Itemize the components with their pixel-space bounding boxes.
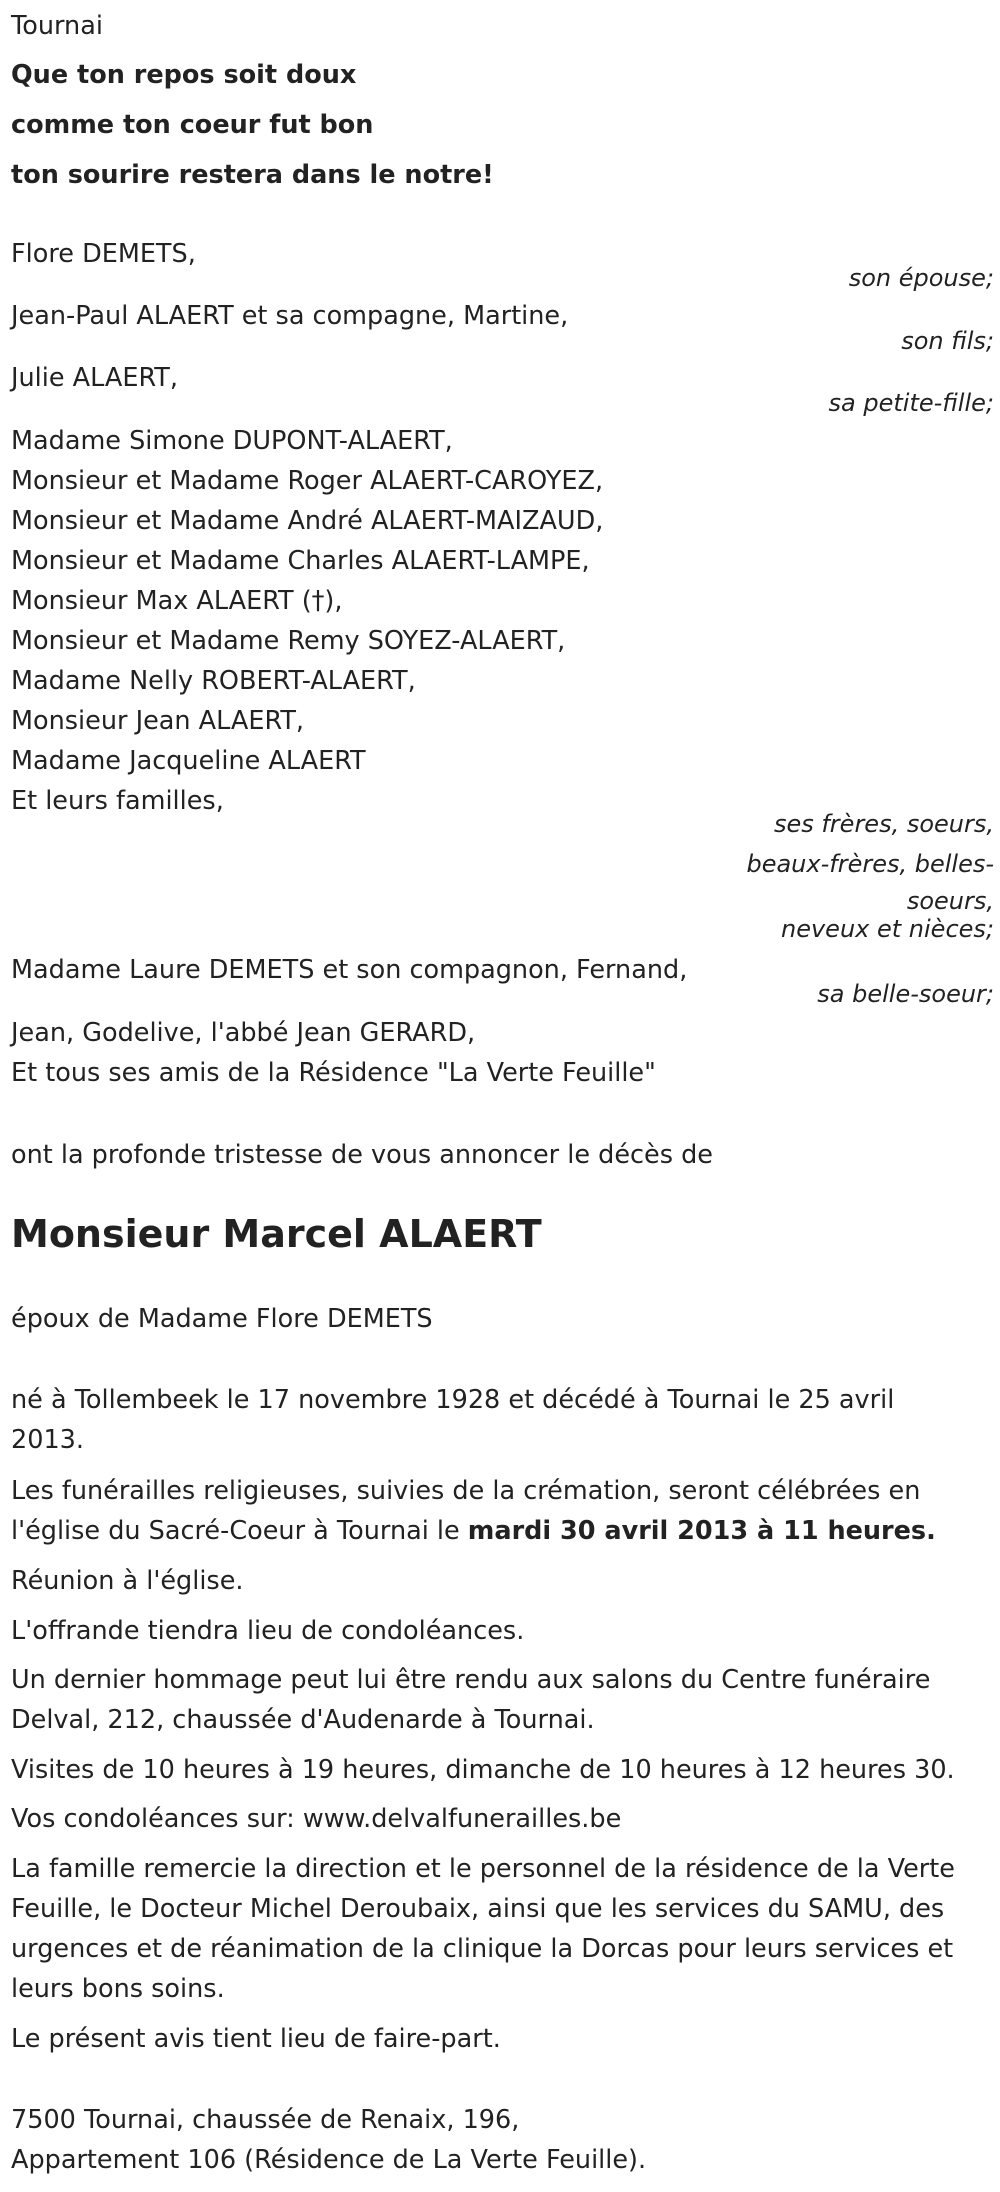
tribute-text: Un dernier hommage peut lui être rendu aux salons du Centre funéraire Delval, 212, chaussée d'Audenarde à Tournai. <box>11 1665 931 1735</box>
poem-line-2: comme ton coeur fut bon <box>11 110 374 140</box>
visits-text: Visites de 10 heures à 19 heures, dimanche de 10 heures à 12 heures 30. <box>11 1755 955 1785</box>
birth-death-text: né à Tollembeek le 17 novembre 1928 et décédé à Tournai le 25 avril 2013. <box>11 1385 895 1455</box>
family-member: Flore DEMETS, <box>11 239 196 269</box>
relation-label: beaux-frères, belles- <box>746 850 994 878</box>
family-member: Monsieur et Madame Charles ALAERT-LAMPE, <box>11 546 590 576</box>
condolences-text: Vos condoléances sur: www.delvalfunerailles.be <box>11 1804 622 1834</box>
family-member: Jean, Godelive, l'abbé Jean GERARD, <box>11 1018 476 1048</box>
family-member: Julie ALAERT, <box>11 363 178 393</box>
relation-label: son épouse; <box>848 264 994 292</box>
family-member: Monsieur et Madame Roger ALAERT-CAROYEZ, <box>11 466 604 496</box>
deceased-name: Monsieur Marcel ALAERT <box>11 1212 542 1256</box>
notice-text: Le présent avis tient lieu de faire-part. <box>11 2024 501 2054</box>
poem-line-3: ton sourire restera dans le notre! <box>11 160 494 190</box>
family-member: Monsieur et Madame Remy SOYEZ-ALAERT, <box>11 626 566 656</box>
relation-label: sa belle-soeur; <box>817 980 994 1008</box>
family-member: Madame Jacqueline ALAERT <box>11 746 366 776</box>
family-member: Madame Nelly ROBERT-ALAERT, <box>11 666 416 696</box>
spouse-line: époux de Madame Flore DEMETS <box>11 1304 433 1334</box>
family-member: Madame Laure DEMETS et son compagnon, Fernand, <box>11 955 688 985</box>
address-line-1: 7500 Tournai, chaussée de Renaix, 196, <box>11 2105 520 2135</box>
family-member: Monsieur et Madame André ALAERT-MAIZAUD, <box>11 506 604 536</box>
city-label: Tournai <box>11 11 103 41</box>
family-member: Jean-Paul ALAERT et sa compagne, Martine, <box>11 301 569 331</box>
relation-label: son fils; <box>901 327 994 355</box>
funeral-service-date: mardi 30 avril 2013 à 11 heures. <box>467 1516 936 1546</box>
relation-label: ses frères, soeurs, <box>773 810 994 838</box>
offering-text: L'offrande tiendra lieu de condoléances. <box>11 1616 525 1646</box>
thanks-text: La famille remercie la direction et le personnel de la résidence de la Verte Feuille, le Docteur Michel Deroubaix, ainsi que les services du SAMU, des urgences et de réanimation de la clinique la Dorcas pour leurs services et leurs bons soins. <box>11 1854 955 2004</box>
address-line-2: Appartement 106 (Résidence de La Verte Feuille). <box>11 2145 647 2175</box>
relation-label: neveux et nièces; <box>781 915 994 943</box>
family-member: Et leurs familles, <box>11 786 224 816</box>
meeting-text: Réunion à l'église. <box>11 1566 244 1596</box>
relation-label: soeurs, <box>906 887 994 915</box>
family-member: Et tous ses amis de la Résidence "La Verte Feuille" <box>11 1058 656 1088</box>
relation-label: sa petite-fille; <box>828 389 994 417</box>
family-member: Madame Simone DUPONT-ALAERT, <box>11 426 453 456</box>
poem-line-1: Que ton repos soit doux <box>11 60 357 90</box>
family-member: Monsieur Jean ALAERT, <box>11 706 305 736</box>
funeral-service-intro: Les funérailles religieuses, suivies de la crémation, seront célébrées en l'église du Sacré-Coeur à Tournai le <box>11 1476 921 1546</box>
family-member: Monsieur Max ALAERT (†), <box>11 586 343 616</box>
funeral-service-text <box>11 1471 986 1551</box>
announcement-text: ont la profonde tristesse de vous annoncer le décès de <box>11 1140 713 1170</box>
